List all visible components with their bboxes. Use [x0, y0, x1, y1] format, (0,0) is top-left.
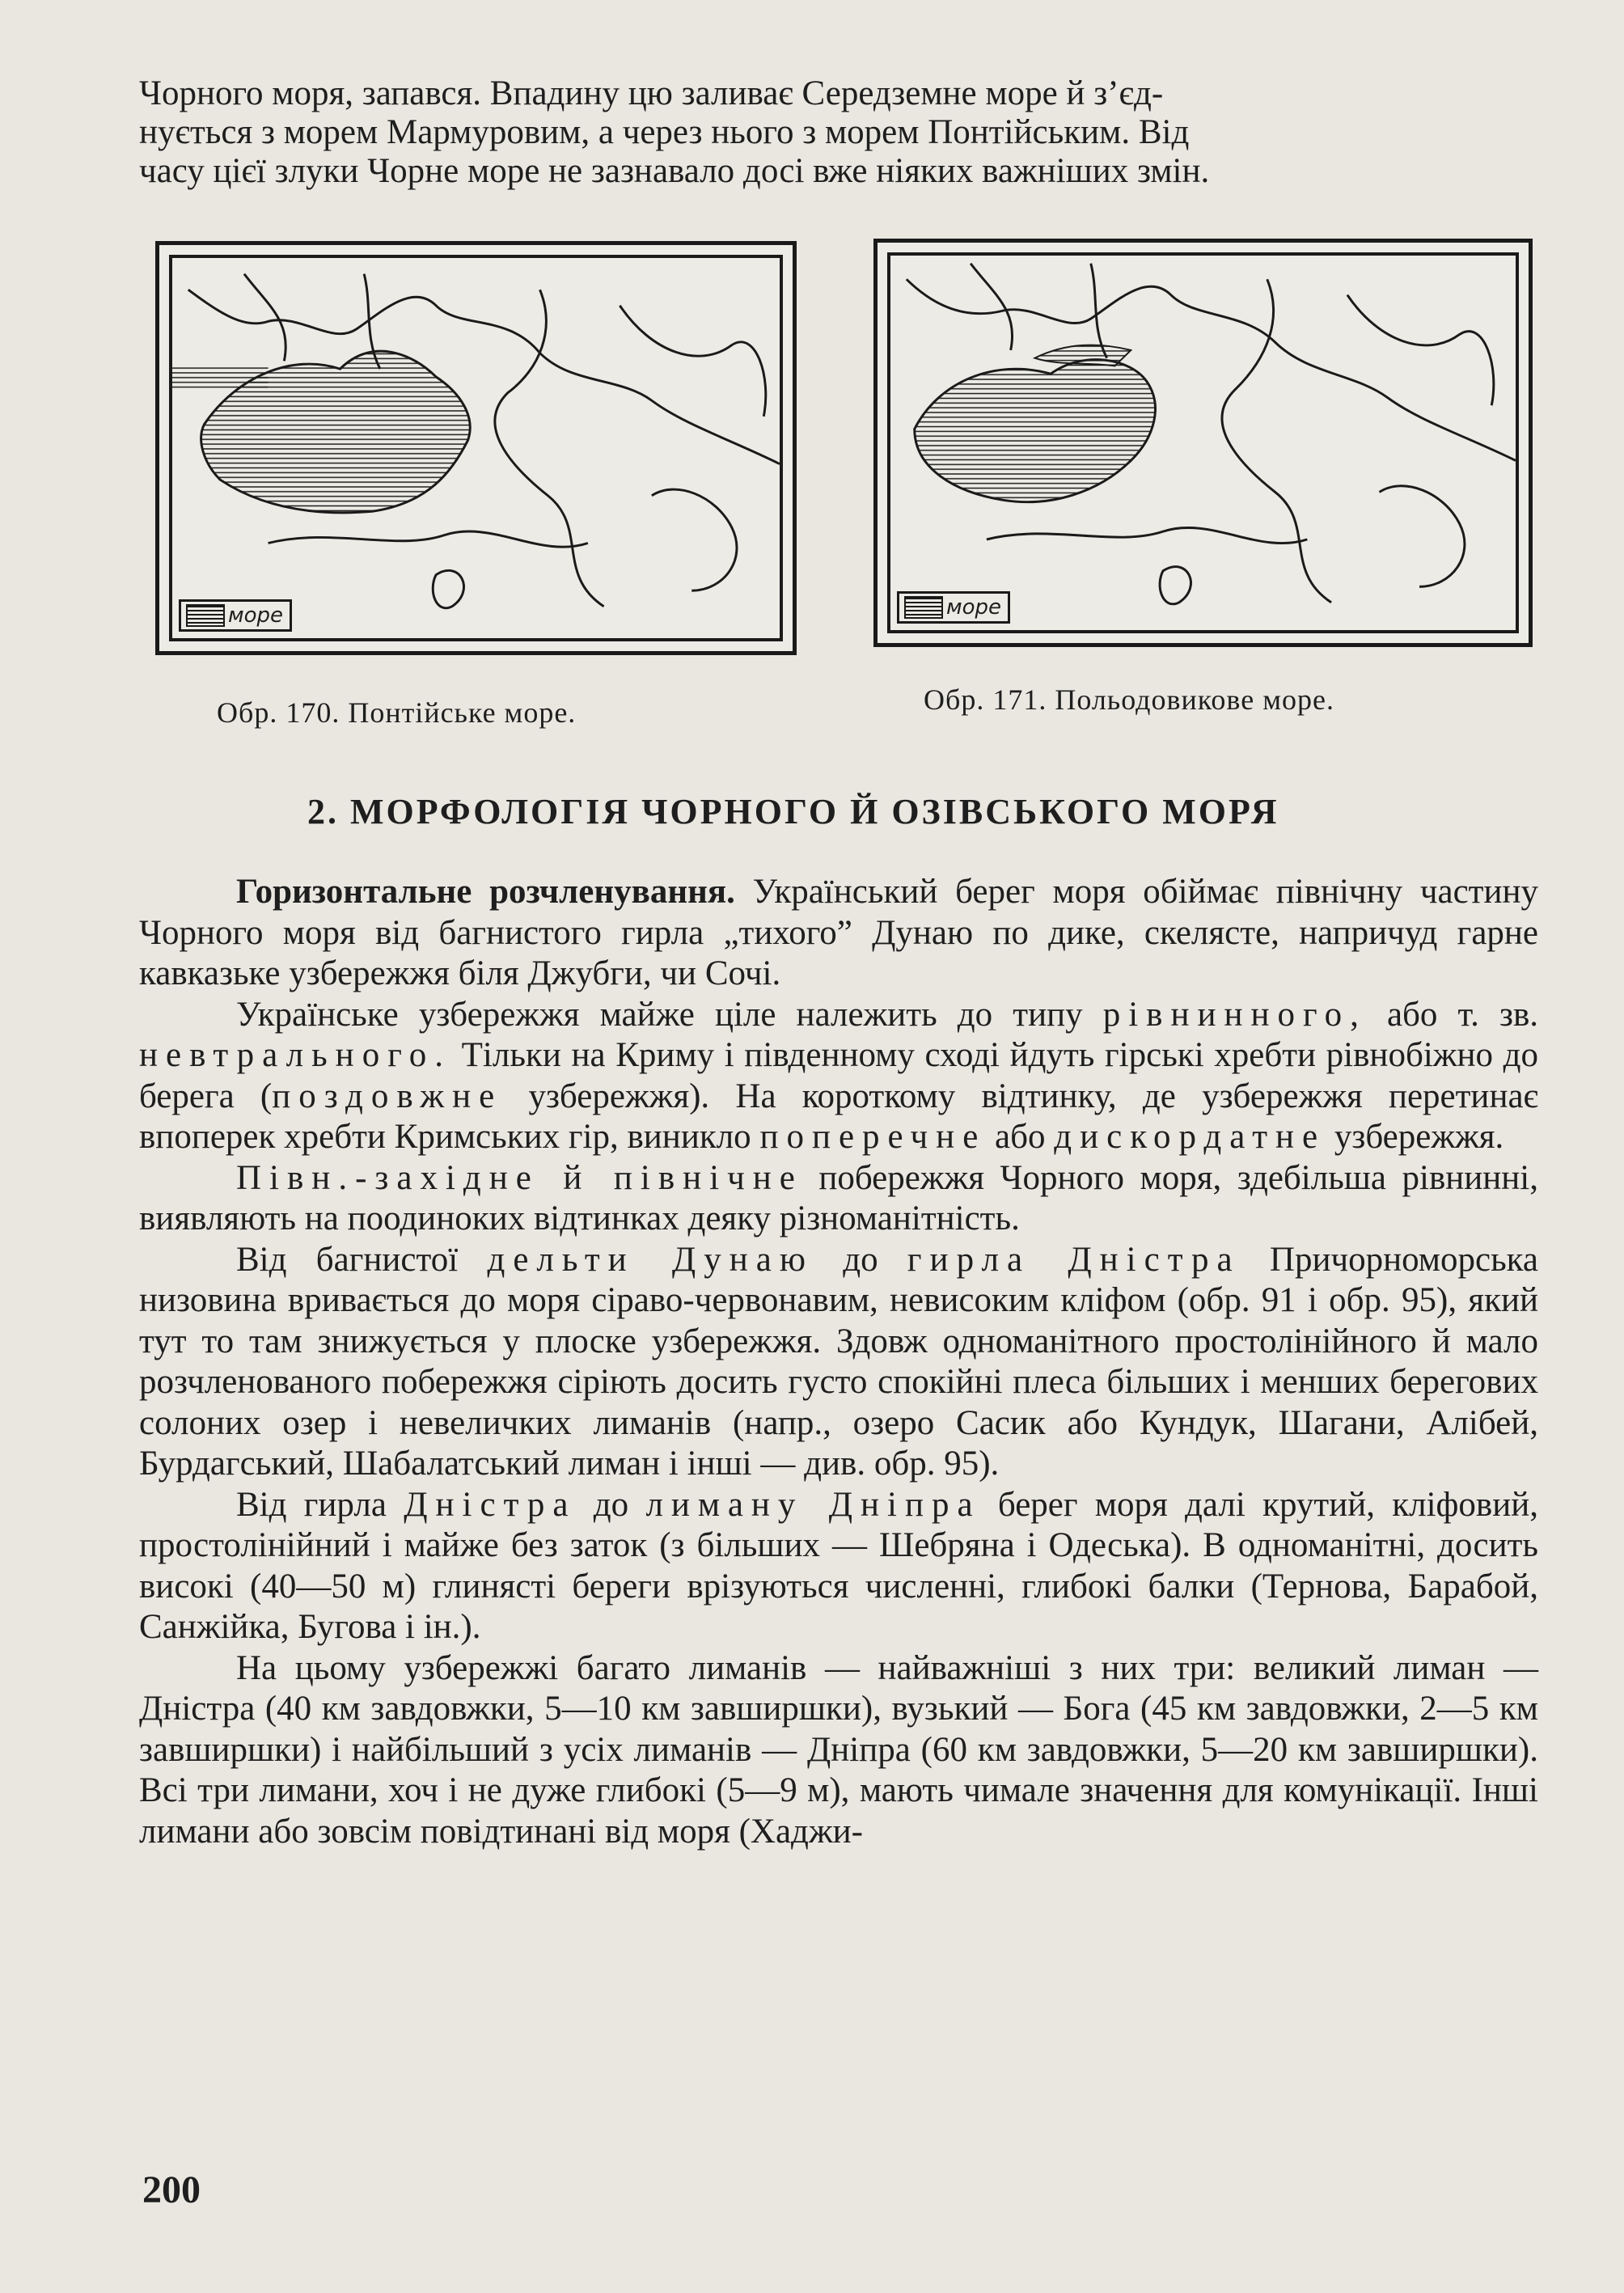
paragraph: [139, 995, 1538, 1158]
section-title: 2. МОРФОЛОГІЯ ЧОРНОГО Й ОЗІВСЬКОГО МОРЯ: [307, 792, 1279, 831]
legend-label: море: [946, 595, 1002, 620]
text-run: Тільки на Криму і південному сході йдуть гірські хребти рівнобіжно до берега (: [139, 1036, 1538, 1115]
spaced-term: невтрального.: [139, 1036, 452, 1074]
text-run: Від багнистої: [236, 1240, 488, 1279]
spaced-term: Півн.-західне й північне: [236, 1158, 803, 1197]
paragraph-text: Український берег моря обіймає північну частину Чорного моря від багнистого гирла „тихого” Дунаю по дике, скелясте, напричуд гарне кавказьке узбережжя біля Джубги, чи Сочі.: [139, 873, 1538, 992]
text-run: узбережжя). На короткому відтинку, де узбережжя перетинає впоперек хребти Кримських гір, виникло: [139, 1077, 1538, 1156]
spaced-term: Дністра: [404, 1485, 577, 1524]
text-run: узбережжя.: [1326, 1118, 1504, 1156]
text-run: або т. зв.: [1366, 995, 1539, 1034]
paragraph-heading: Горизонтальне розчленування.: [236, 873, 735, 911]
spaced-term: лиману Дніпра: [645, 1485, 981, 1524]
spaced-term: дельти Дунаю: [487, 1240, 814, 1279]
figure-170-map: [155, 241, 797, 655]
sea-area: [915, 360, 1156, 502]
text-run: або: [986, 1118, 1055, 1156]
intro-line: нується з морем Мармуровим, а через нього з морем Понтійським. Від: [139, 113, 1190, 151]
text-run: Причорноморська низовина вривається до моря сіраво-червонавим, невисоким кліфом (обр. 91 і обр. 95), який тут то там знижується у плоске узбережжя. Здовж одноманітного простолінійного й мало розчленованого побережжя сіріють досить густо спокійні плеса більших і менших берегових солоних озер і невеличких лиманів (напр., озеро Сасик або Кундук, Шагани, Алібей, Бурдагський, Шабалатський лиман і інші — див. обр. 95).: [139, 1240, 1539, 1483]
sea-legend-swatch: [904, 596, 943, 619]
paragraph: [139, 1485, 1538, 1648]
paragraph: [139, 1158, 1538, 1240]
legend-label: море: [228, 603, 284, 628]
intro-line: часу цієї злуки Чорне море не зазнавало досі вже ніяких важніших змін.: [139, 152, 1210, 190]
spaced-term: гирла Дністра: [907, 1240, 1241, 1279]
text-run: Українське узбережжя майже ціле належить до типу: [236, 995, 1103, 1034]
figure-171-map: [873, 239, 1533, 647]
text-run: Від гирла: [236, 1485, 404, 1524]
postglacial-sea-map: [890, 256, 1516, 630]
spaced-term: поздовжне: [272, 1077, 503, 1115]
text-run: до: [576, 1485, 646, 1524]
intro-line: Чорного моря, запався. Впадину цю заливає Середземне море й з’єд-: [139, 74, 1164, 112]
sea-legend-swatch: [186, 604, 225, 627]
map-legend: [179, 599, 292, 632]
spaced-term: дискордатне: [1054, 1118, 1326, 1156]
body-text: [139, 872, 1538, 1852]
figure-171-caption: Обр. 171. Польодовикове море.: [924, 683, 1334, 716]
spaced-term: поперечне: [759, 1118, 987, 1156]
paragraph: [139, 872, 1538, 995]
pontic-sea-map: [172, 258, 780, 638]
figure-170-caption: Обр. 170. Понтійське море.: [217, 696, 577, 729]
text-run: до: [813, 1240, 907, 1279]
intro-paragraph: [139, 74, 1538, 191]
page-number: 200: [142, 2168, 201, 2211]
spaced-term: рівнинного,: [1102, 995, 1367, 1034]
map-legend: [897, 591, 1010, 624]
paragraph: На цьому узбережжі багато лиманів — найважніші з них три: великий лиман — Дністра (40 км завдовжки, 5—10 км завширшки), вузький — Бога (45 км завдовжки, 2—5 км завширшки) і найбільший з усіх лиманів — Дніпра (60 км завдовжки, 5—20 км завширшки). Всі три лимани, хоч і не дуже глибокі (5—9 м), мають чимале значення для комунікації. Інші лимани або зовсім повідтинані від моря (Хаджи-: [139, 1648, 1538, 1851]
paragraph: [139, 1240, 1538, 1485]
text-run: побережжя Чорного моря, здебільша рівнинні, виявляють на поодиноких відтинках деяку різноманітність.: [139, 1158, 1538, 1237]
text-run: берег моря далі крутий, кліфовий, простолінійний і майже без заток (з більших — Шебряна і Одеська). В одноманітні, досить високі (40—50 м) глинясті береги врізуються численні, глибокі балки (Тернова, Барабой, Санжійка, Бугова і ін.).: [139, 1485, 1538, 1646]
